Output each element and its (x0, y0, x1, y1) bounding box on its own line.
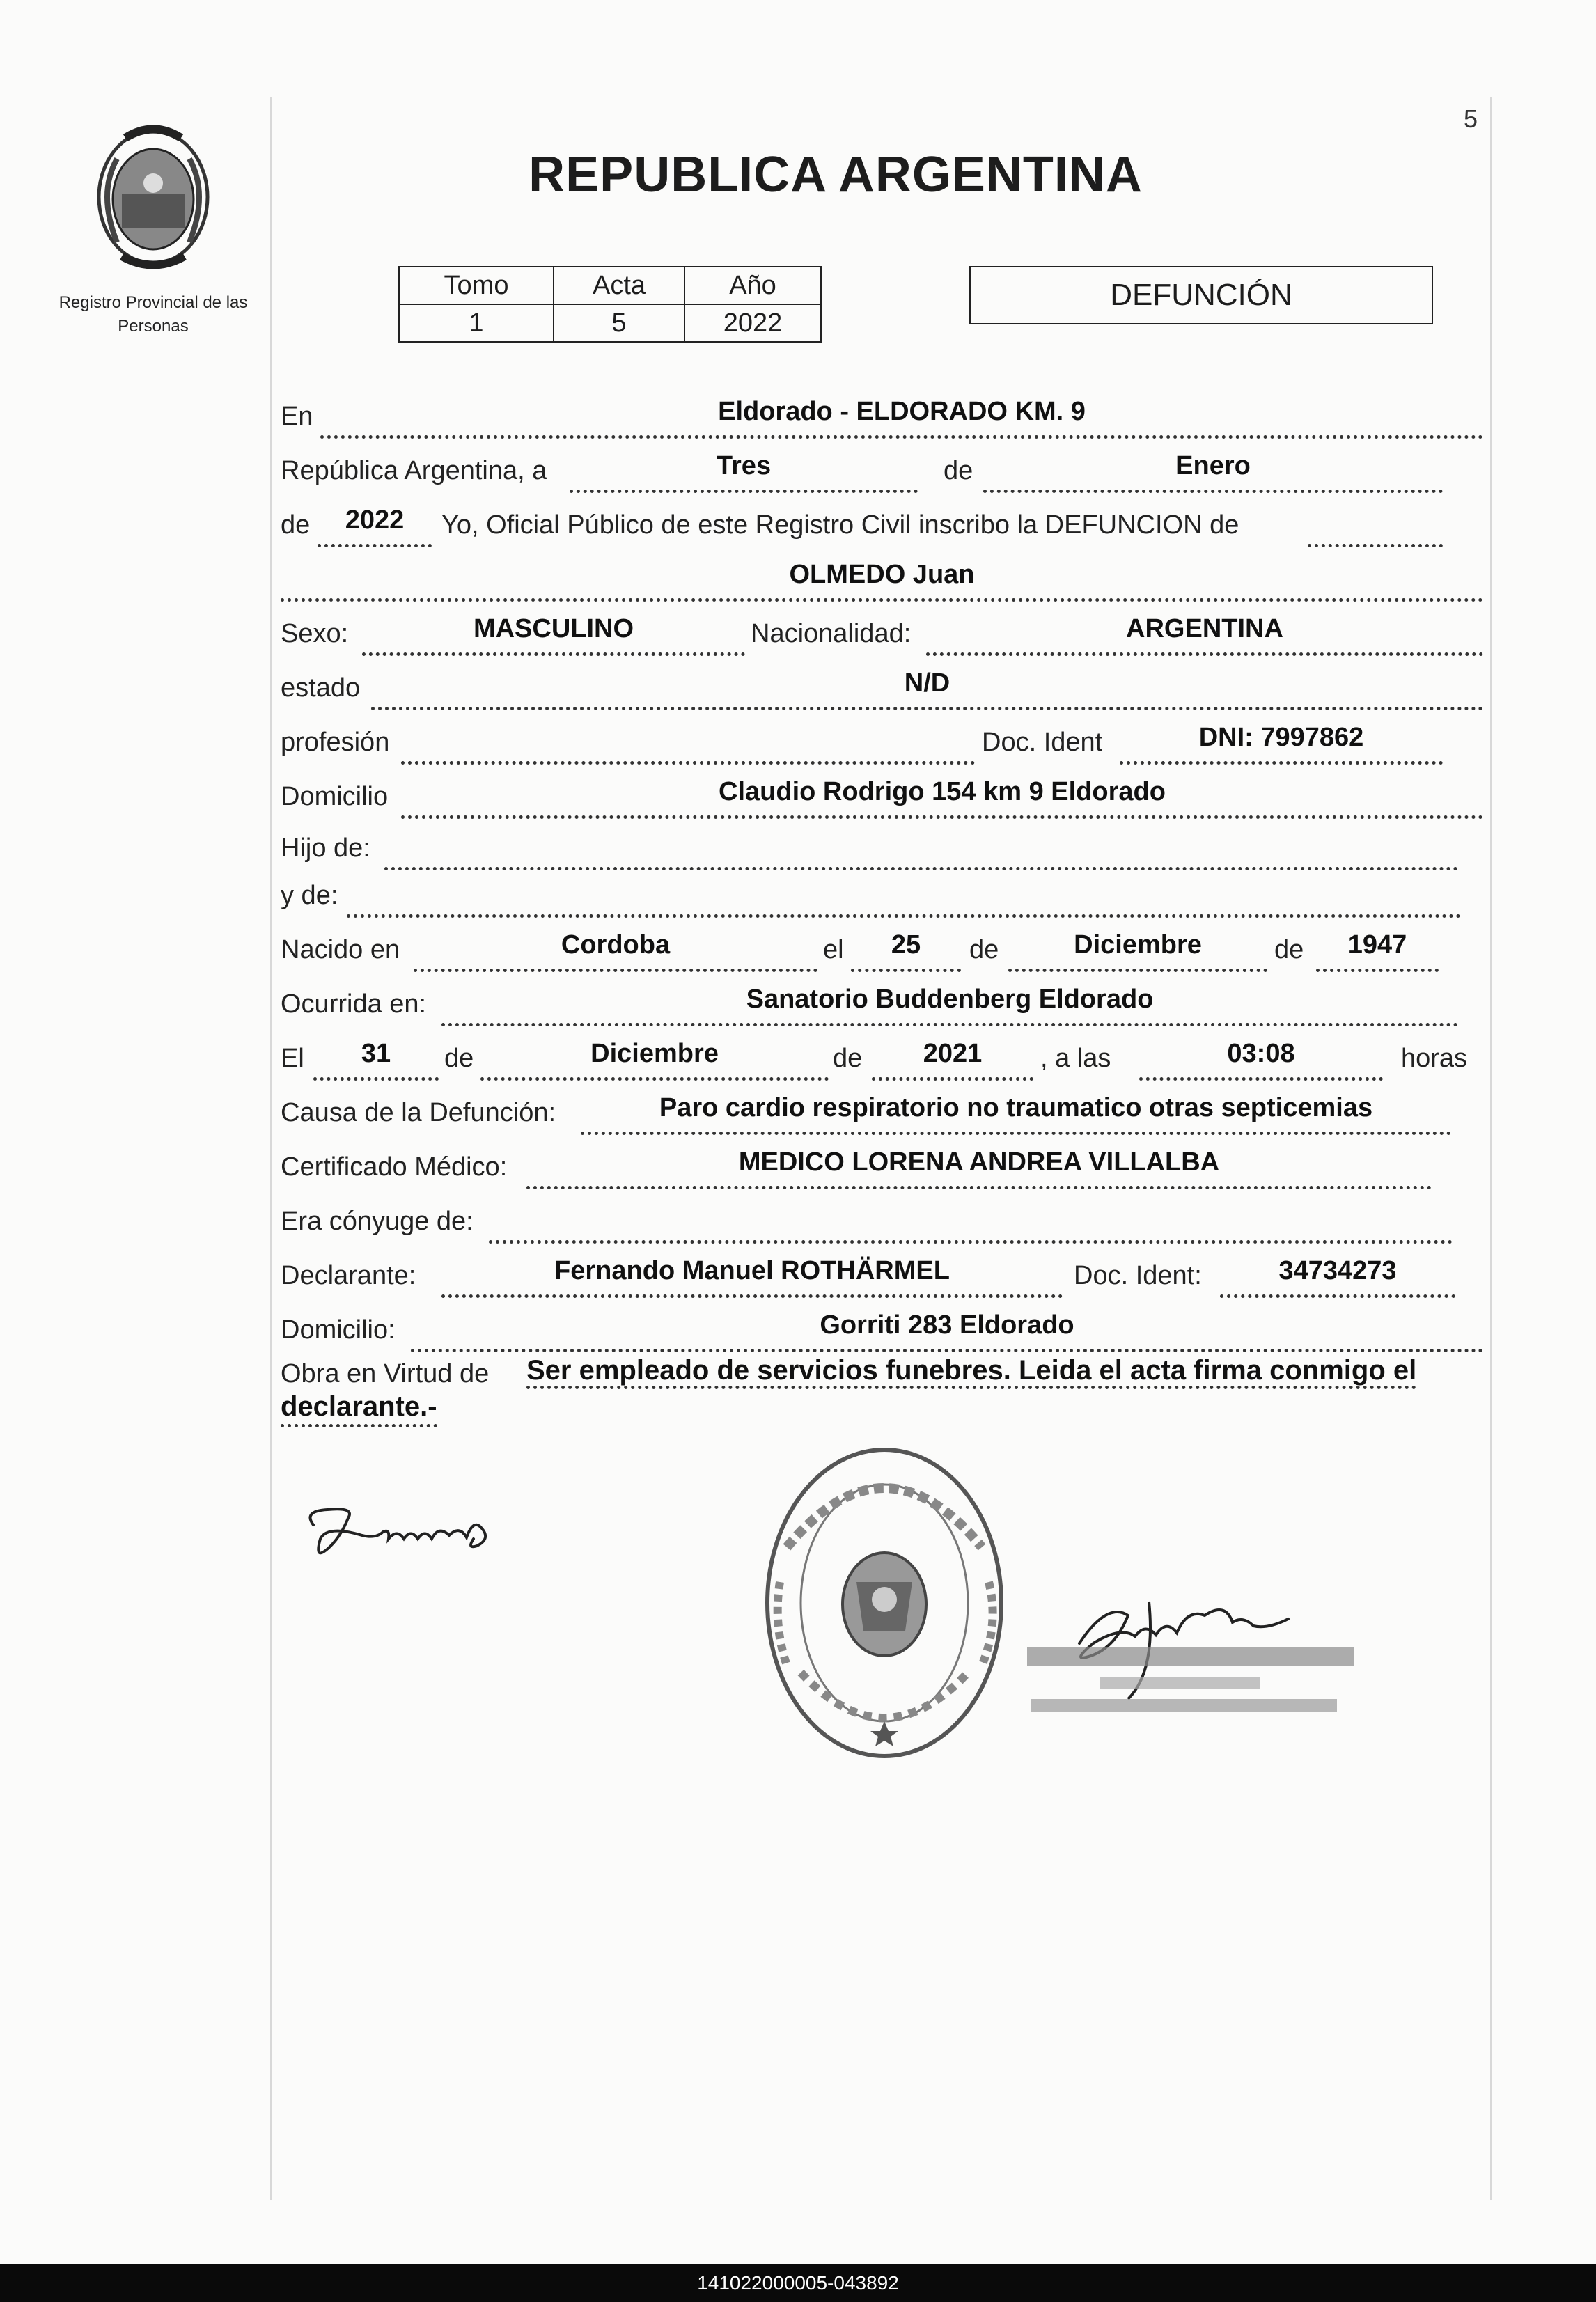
label-republica: República Argentina, a (281, 456, 547, 485)
label-de-nacimiento-1: de (969, 935, 999, 964)
barcode-footer: 141022000005-043892 (0, 2264, 1596, 2302)
value-nacionalidad: ARGENTINA (1126, 614, 1283, 643)
row-domicilio (0, 777, 1596, 819)
value-nombre: OLMEDO Juan (789, 560, 975, 589)
row-causa (0, 1093, 1596, 1135)
label-estado: estado (281, 673, 361, 703)
label-de-fallecimiento-2: de (833, 1044, 863, 1073)
official-stamp (759, 1443, 1010, 1763)
field-dia (570, 449, 918, 493)
field-fallecimiento-dia (313, 1037, 439, 1081)
field-nacionalidad (926, 612, 1483, 656)
value-nacimiento-mes: Diciembre (1074, 930, 1202, 960)
label-de-fallecimiento-1: de (444, 1044, 474, 1073)
row-domicilio-declarante (0, 1310, 1596, 1352)
value-sexo: MASCULINO (473, 614, 634, 643)
field-conyuge (489, 1200, 1453, 1244)
value-fallecimiento-anio: 2021 (923, 1039, 983, 1068)
value-nacido-en: Cordoba (561, 930, 671, 960)
label-y-de: y de: (281, 881, 338, 910)
row-hijo-de (0, 829, 1596, 870)
row-sexo-nacionalidad (0, 614, 1596, 656)
field-nacimiento-mes (1008, 928, 1267, 972)
label-yo-oficial: Yo, Oficial Público de este Registro Civil inscribo la DEFUNCION de (441, 510, 1239, 540)
value-domicilio-declarante: Gorriti 283 Eldorado (820, 1310, 1074, 1340)
registry-table (398, 266, 822, 343)
registry-header-tomo: Tomo (399, 267, 554, 304)
label-hijo-de: Hijo de: (281, 833, 370, 863)
field-lugar (320, 395, 1483, 439)
label-domicilio-declarante: Domicilio: (281, 1315, 396, 1345)
label-domicilio: Domicilio (281, 782, 389, 811)
label-horas: horas (1401, 1044, 1468, 1073)
label-de-nacimiento-2: de (1274, 935, 1304, 964)
label-causa: Causa de la Defunción: (281, 1098, 556, 1127)
field-hora (1139, 1037, 1383, 1081)
value-anio: 2022 (345, 506, 405, 535)
field-sexo (362, 612, 745, 656)
registry-header-anio: Año (684, 267, 821, 304)
label-nacionalidad: Nacionalidad: (751, 619, 912, 648)
label-el: El (281, 1044, 304, 1073)
field-y-de (347, 874, 1461, 918)
label-nacido-en: Nacido en (281, 935, 400, 964)
value-declarante: Fernando Manuel ROTHÄRMEL (554, 1256, 950, 1285)
value-fallecimiento-mes: Diciembre (590, 1039, 719, 1068)
row-nacimiento (0, 930, 1596, 972)
row-y-de (0, 876, 1596, 918)
value-ocurrida-en: Sanatorio Buddenberg Eldorado (746, 985, 1154, 1014)
registry-value-tomo: 1 (399, 304, 554, 342)
row-estado (0, 668, 1596, 710)
value-domicilio: Claudio Rodrigo 154 km 9 Eldorado (719, 777, 1166, 806)
value-documento: DNI: 7997862 (1198, 723, 1364, 752)
value-nacimiento-anio: 1947 (1347, 930, 1407, 960)
field-hijo-de (384, 827, 1458, 870)
row-lugar (0, 397, 1596, 439)
row-fallecimiento (0, 1039, 1596, 1081)
registry-header-acta: Acta (554, 267, 684, 304)
label-de-1: de (944, 456, 973, 485)
field-declarante-doc (1220, 1254, 1455, 1298)
field-nombre (281, 558, 1483, 602)
field-yo-continuation (1308, 503, 1443, 547)
label-en: En (281, 402, 313, 431)
row-nombre (0, 560, 1596, 602)
field-nacido-en (414, 928, 817, 972)
label-certificado: Certificado Médico: (281, 1152, 508, 1182)
label-doc-ident-declarante: Doc. Ident: (1074, 1261, 1202, 1290)
row-certificado (0, 1148, 1596, 1189)
field-nacimiento-dia (851, 928, 961, 972)
field-documento (1120, 721, 1443, 765)
value-nacimiento-dia: 25 (891, 930, 921, 960)
field-domicilio-declarante (411, 1308, 1483, 1352)
declarant-signature (299, 1497, 501, 1574)
registry-value-anio: 2022 (684, 304, 821, 342)
field-nacimiento-anio (1316, 928, 1439, 972)
label-de-2: de (281, 510, 311, 540)
row-ocurrida (0, 985, 1596, 1026)
record-type-box: DEFUNCIÓN (969, 266, 1433, 324)
value-obra-linea1: Ser empleado de servicios funebres. Leida el acta firma conmigo el (526, 1355, 1483, 1386)
field-domicilio (401, 775, 1483, 819)
field-certificado (526, 1145, 1432, 1189)
institution-name: Registro Provincial de las Personas (58, 293, 248, 336)
field-mes (983, 449, 1443, 493)
registry-value-acta: 5 (554, 304, 684, 342)
value-dia: Tres (716, 451, 772, 480)
label-el-nacimiento: el (823, 935, 844, 964)
value-causa: Paro cardio respiratorio no traumatico otras septicemias (659, 1093, 1373, 1122)
value-hora: 03:08 (1227, 1039, 1295, 1068)
field-estado (371, 666, 1483, 710)
registrar-signature-stamp (1017, 1560, 1379, 1769)
label-declarante: Declarante: (281, 1261, 416, 1290)
field-profesion (401, 721, 975, 765)
field-declarante (441, 1254, 1063, 1298)
row-conyuge (0, 1202, 1596, 1244)
value-lugar: Eldorado - ELDORADO KM. 9 (718, 397, 1086, 426)
value-mes: Enero (1175, 451, 1251, 480)
value-fallecimiento-dia: 31 (361, 1039, 391, 1068)
value-estado: N/D (904, 668, 950, 698)
field-causa (581, 1091, 1451, 1135)
row-declarante (0, 1256, 1596, 1298)
row-anio-yo (0, 506, 1596, 547)
value-obra-linea2: declarante.- (281, 1391, 437, 1427)
label-obra: Obra en Virtud de (281, 1359, 490, 1388)
row-fecha-inscripcion (0, 451, 1596, 493)
value-declarante-doc: 34734273 (1278, 1256, 1397, 1285)
label-profesion: profesión (281, 728, 390, 757)
label-conyuge: Era cónyuge de: (281, 1207, 474, 1236)
provincial-seal-logo (84, 117, 223, 277)
label-sexo: Sexo: (281, 619, 349, 648)
label-ocurrida-en: Ocurrida en: (281, 989, 427, 1019)
field-fallecimiento-anio (872, 1037, 1033, 1081)
label-a-las: , a las (1040, 1044, 1111, 1073)
page-number: 5 (1464, 104, 1478, 133)
document-title: REPUBLICA ARGENTINA (529, 147, 1143, 203)
label-doc-ident: Doc. Ident (982, 728, 1103, 757)
field-anio (318, 503, 432, 547)
field-ocurrida-en (441, 982, 1458, 1026)
row-profesion-doc (0, 723, 1596, 765)
value-certificado: MEDICO LORENA ANDREA VILLALBA (738, 1148, 1220, 1177)
field-fallecimiento-mes (480, 1037, 829, 1081)
